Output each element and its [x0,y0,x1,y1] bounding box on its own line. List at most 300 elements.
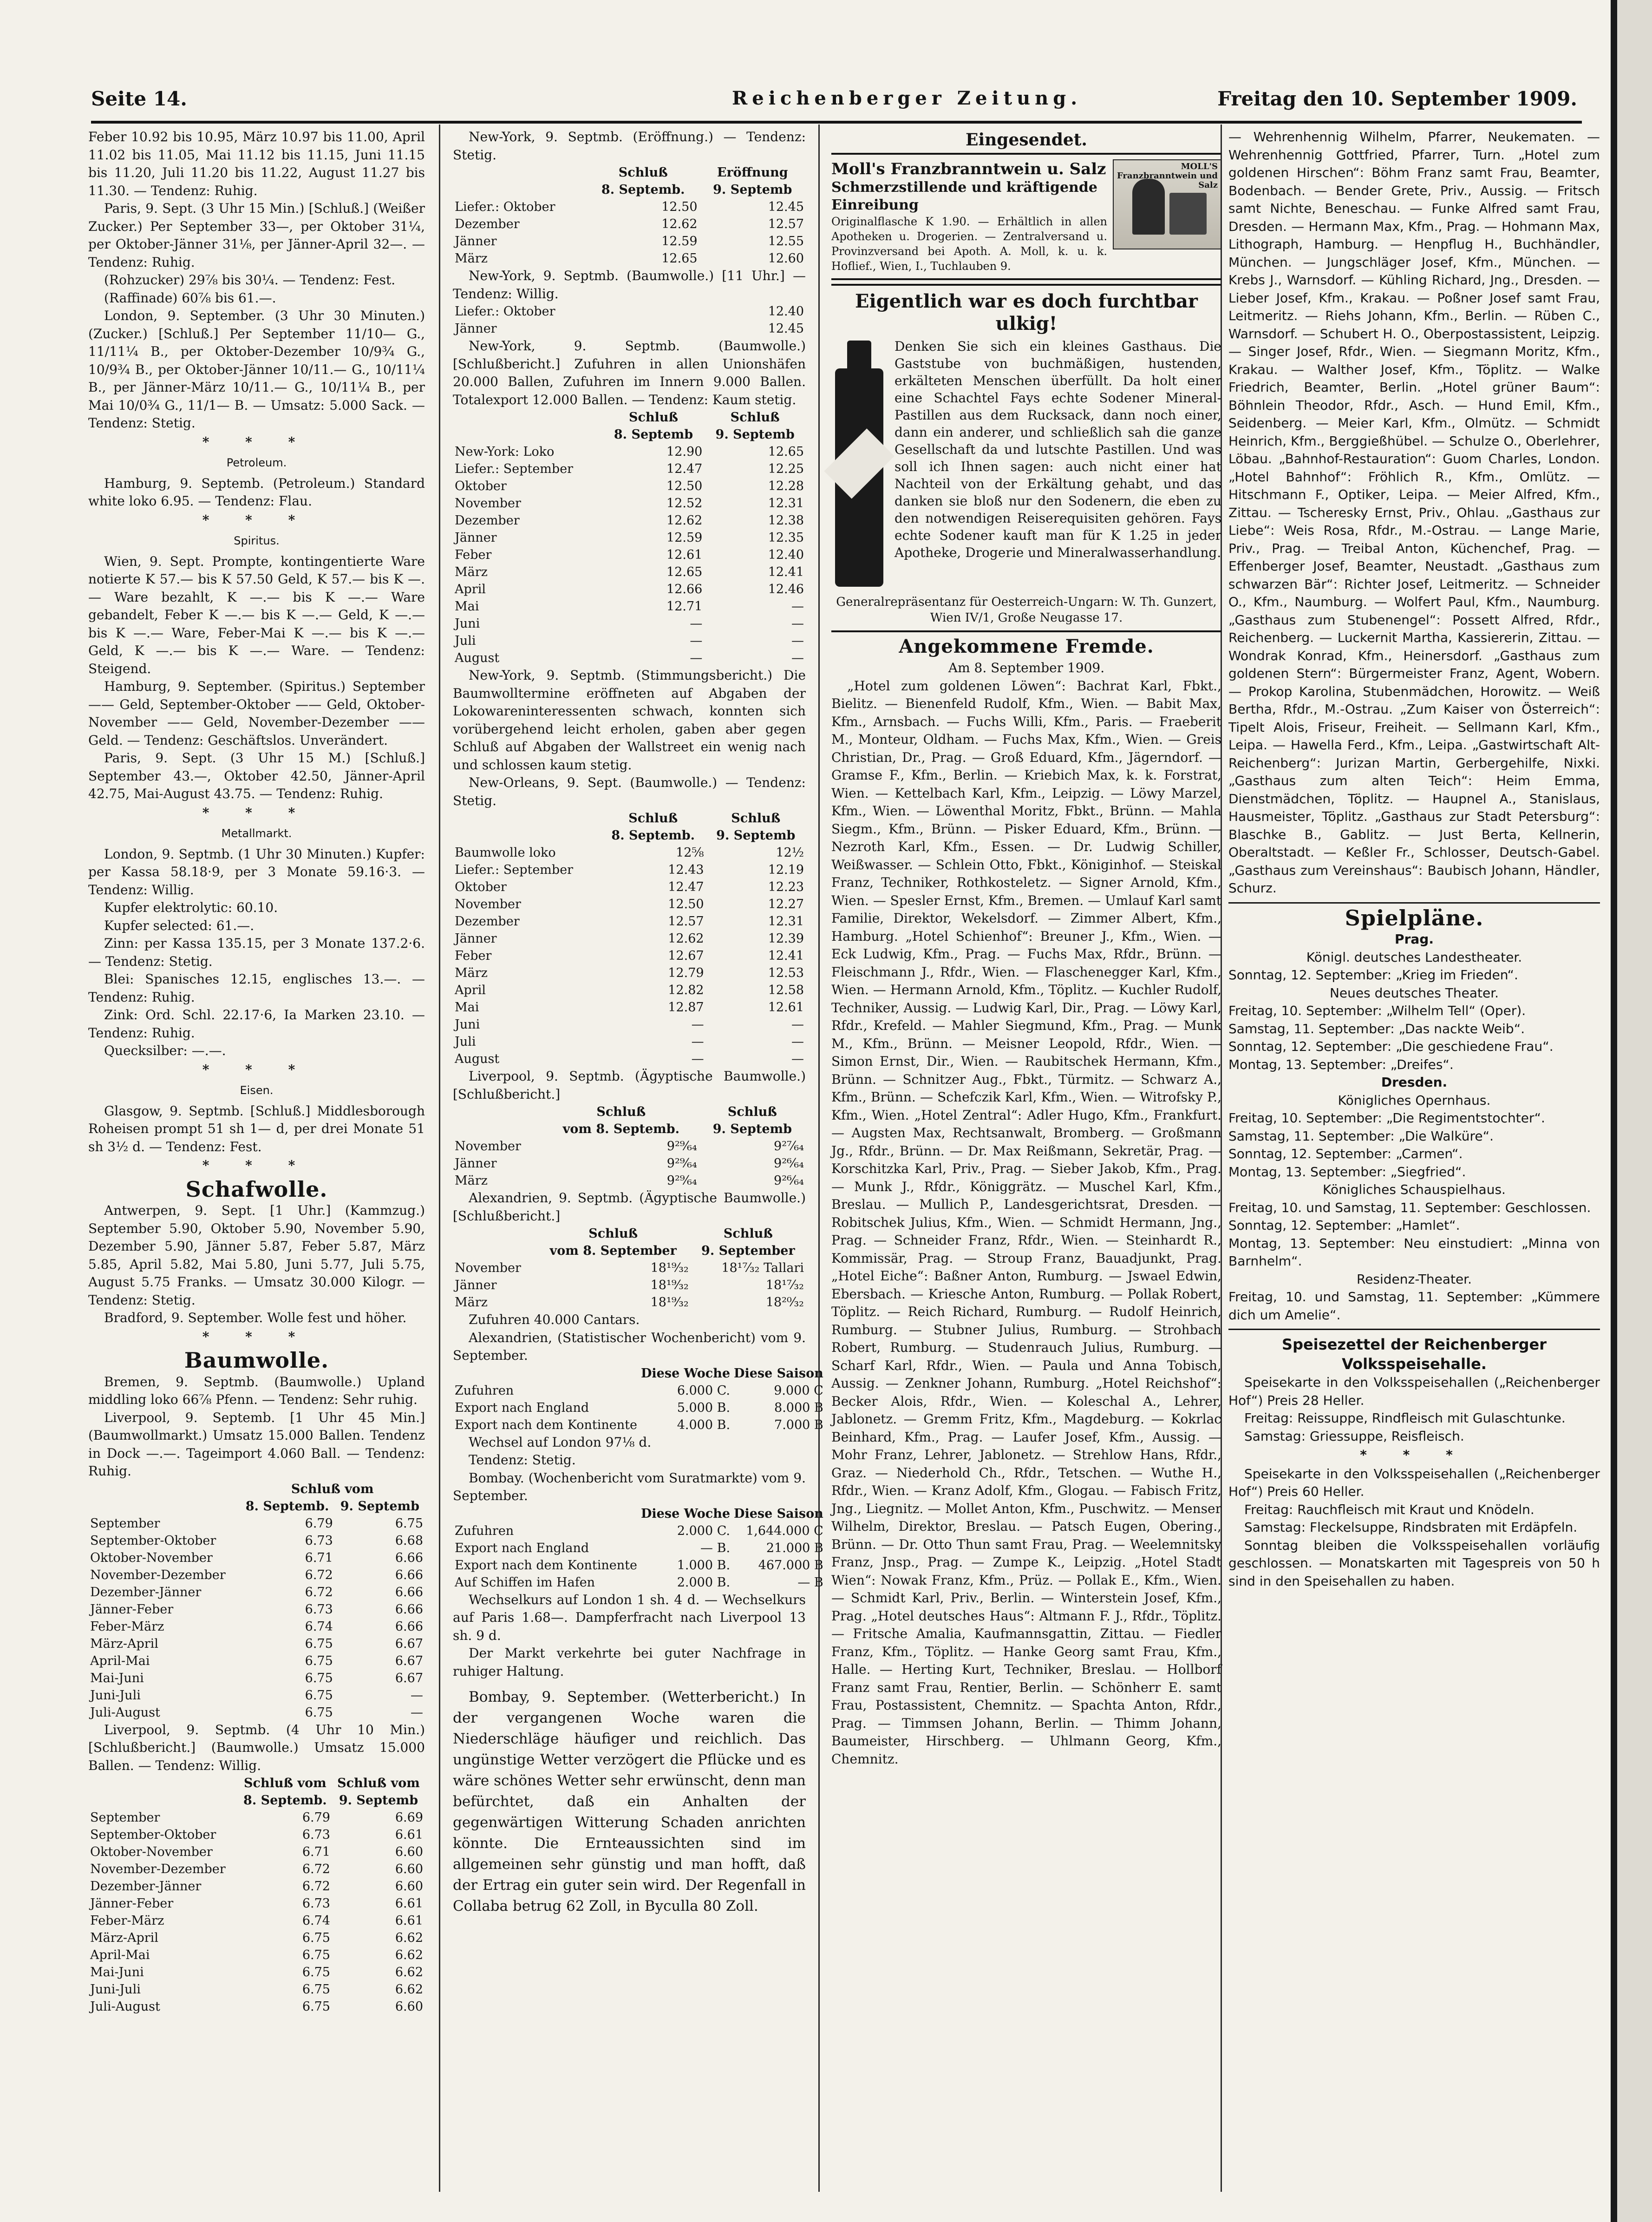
table-body [453,1522,825,1591]
table-row [453,478,806,495]
table-row [88,1895,425,1912]
row-value: 12.65 [661,251,698,266]
row-label: Mai [455,599,479,614]
row-value: 6.60 [395,1862,423,1876]
separator-stars: * * * [202,805,311,820]
bradford: Bradford, 9. September. Wolle fest und höher. [104,1310,407,1325]
row-label: Feber [455,548,492,562]
table-body [88,1809,425,2015]
table-header: 8. Septemb [614,427,693,442]
row-label: September-Oktober [90,1828,216,1842]
programme-line: Freitag, 10. September: „Die Regimentstochter“. [1228,1110,1545,1126]
residenz-heading: Residenz-Theater. [1356,1271,1472,1287]
row-value: 9.000 C [774,1383,823,1398]
row-value: 18¹⁷⁄₃₂ [765,1278,804,1292]
row-value: 1.000 B. [677,1558,731,1573]
row-label: Juli [455,1035,476,1049]
ny-table-3 [453,409,806,667]
table-row [88,1929,425,1947]
row-value: 6.72 [302,1862,330,1876]
row-value: 12.61 [666,548,703,562]
separator-stars: * * * [1360,1447,1469,1462]
rohzucker: (Rohzucker) 29⅞ bis 30¼. — Tendenz: Fest. [104,272,396,288]
ny-1: New-York, 9. Septmb. (Eröffnung.) — Tendenz: Stetig. [453,129,806,163]
table-header [453,1121,543,1138]
alexandrien-1: Alexandrien, 9. Septmb. (Ägyptische Baumwolle.) [Schlußbericht.] [453,1190,806,1224]
row-label: Oktober [455,479,507,493]
row-label: Mai-Juni [90,1965,144,1979]
row-label: April-Mai [90,1653,150,1668]
row-value: 6.79 [305,1516,333,1531]
table-header: Schluß [731,811,781,826]
row-label: November [455,1261,521,1275]
programme-line: Sonntag, 12. September: „Hamlet“. [1228,1218,1460,1233]
row-label: Dezember [455,513,520,528]
table-row [453,564,806,581]
table-row [453,546,806,564]
row-value: 18¹⁹⁄₃₂ [650,1261,689,1275]
row-value: 5.000 B. [677,1400,731,1415]
ny-table-1 [453,164,806,267]
glasgow: Glasgow, 9. Septmb. [Schluß.] Middlesborough Roheisen prompt 51 sh 1— d, per drei Monate 51 sh 3½ d. — Tendenz: Fest. [88,1103,425,1154]
row-value: 12½ [776,846,804,860]
row-value: 12.46 [768,582,804,596]
bombay-wechsel: Wechselkurs auf London 1 sh. 4 d. — Wechselkurs auf Paris 1.68—. Dampferfracht nach Liverpool 13 sh. 9 d. [453,1592,806,1643]
liverpool-3: Liverpool, 9. Septmb. (Ägyptische Baumwolle.) [Schlußbericht.] [453,1068,806,1102]
header-rule [91,121,1582,124]
row-label: New-York: Loko [455,445,555,459]
row-value: 6.61 [395,1828,423,1842]
table-header: Diese Saison [734,1506,823,1521]
quecksilber: Quecksilber: —.—. [104,1043,226,1058]
table-header [453,409,603,426]
row-value: 4.000 B. [677,1417,731,1432]
zinn: Zinn: per Kassa 135.15, per 3 Monate 137.2·6. — Tendenz: Stetig. [88,936,425,969]
row-value: 6.75 [302,1999,330,2014]
programme-line: Samstag, 11. September: „Das nackte Weib“. [1228,1021,1525,1036]
row-value: 6.69 [395,1810,423,1825]
row-value: 12.52 [666,496,703,511]
liverpool-table-1 [88,1481,425,1721]
table-header: 8. Septemb. [243,1793,327,1808]
spielplaene-heading: Spielpläne. [1345,905,1484,931]
table-body [453,1138,806,1189]
table-row [453,1259,806,1277]
row-value: — [791,634,804,648]
alexandrien-table-1 [453,1225,806,1311]
schafwolle-heading: Schafwolle. [185,1176,328,1202]
row-label: Zufuhren [455,1383,514,1398]
table-row [453,896,806,913]
table-row [453,529,806,546]
row-value: 12.59 [666,531,703,545]
petroleum-heading: Petroleum. [226,456,287,469]
table-row [453,1277,806,1294]
table-header [88,1481,240,1498]
row-label: März-April [90,1636,158,1651]
schauspielhaus-heading: Königliches Schauspielhaus. [1323,1182,1506,1197]
programme-line: Sonntag, 12. September: „Krieg im Frieden“. [1228,967,1518,983]
fremde-heading: Angekommene Fremde. [899,635,1154,657]
table-header [88,1498,240,1515]
ny-3: New-York, 9. Septmb. (Baumwolle.) [Schlußbericht.] Zufuhren in allen Unionshäfen 20.000 Ballen, Zufuhren im Innern 9.000 Ballen. Totalexport 12.000 Ballen. — Tendenz: Kaum stetig. [453,338,806,407]
programme-line: Sonntag, 12. September: „Carmen“. [1228,1146,1463,1161]
row-label: Liefer.: Oktober [455,200,555,214]
row-label: Jänner [455,321,497,336]
row-label: März-April [90,1931,158,1945]
row-value: 6.74 [302,1914,330,1928]
row-label: November-Dezember [90,1567,226,1582]
zucker-intro: Feber 10.92 bis 10.95, März 10.97 bis 11.00, April 11.02 bis 11.05, Mai 11.12 bis 11.15, Juni 11.15 bis 11.20, Juli 11.20 bis 11.22, August 11.27 bis 11.30. — Tendenz: Ruhig. [88,129,425,198]
row-value: — [691,1052,704,1066]
row-value: 12.27 [768,897,804,911]
moll-text: Originalflasche K 1.90. — Erhältlich in allen Apotheken u. Drogerien. — Zentralversand u. Provinzversand bei Apoth. A. Moll, k. u. k. Hoflief., Wien, I., Tuchlauben 9. [831,215,1107,273]
row-label: Export nach England [455,1400,589,1415]
row-label: August [455,651,500,665]
row-value: 12.40 [768,304,804,319]
row-label: Juli [455,634,476,648]
table-row [453,216,806,233]
table-body [453,1382,825,1434]
row-value: 12.58 [768,983,804,997]
fay-title: Eigentlich war es doch furchtbar ulkig! [855,290,1198,334]
moll-ad-illustration [1113,159,1221,249]
row-value: 6.75 [395,1516,423,1531]
table-row [453,581,806,598]
row-value: 12.71 [666,599,703,614]
row-label: Jänner [455,1156,497,1171]
row-value: 6.60 [395,1845,423,1859]
row-value: 6.62 [395,1965,423,1979]
separator-stars: * * * [202,1062,311,1077]
table-row [453,1574,825,1591]
row-label: Juli-August [90,1705,160,1720]
table-body [453,303,806,337]
table-row [453,878,806,896]
table-header: 9. Septemb [339,1793,418,1808]
table-row [453,512,806,529]
programme-line: Freitag, 10. und Samstag, 11. September: Geschlossen. [1228,1199,1591,1215]
row-value: 18¹⁹⁄₃₂ [650,1278,689,1292]
row-value: 12.53 [768,966,804,980]
london-metall: London, 9. Septmb. (1 Uhr 30 Minuten.) Kupfer: per Kassa 58.18·9, per 3 Monate 59.16·3. — Tendenz: Willig. [88,846,425,898]
row-label: Juni-Juli [90,1688,141,1703]
row-value: 6.72 [305,1585,333,1599]
table-row [88,1601,425,1618]
fay-advertisement [831,284,1221,632]
row-value: 12.45 [768,200,804,214]
row-value: 6.67 [395,1671,423,1685]
neues-theater-heading: Neues deutsches Theater. [1329,985,1499,1001]
table-row [453,1294,806,1311]
table-row [453,1033,806,1050]
table-row [88,1964,425,1981]
row-value: 6.60 [395,1999,423,2014]
row-value: — [690,651,703,665]
table-body [453,1259,806,1311]
row-label: September-Oktober [90,1533,216,1548]
row-value: 6.75 [305,1688,333,1703]
table-row [453,303,806,320]
row-value: 12.35 [768,531,804,545]
row-label: Jänner-Feber [90,1602,174,1617]
table-header: Schluß [588,1226,638,1241]
table-row [88,1704,425,1721]
row-value: 6.62 [395,1931,423,1945]
blei: Blei: Spanisches 12.15, englisches 13.—. — Tendenz: Ruhig. [88,971,425,1005]
row-value: — [690,616,703,631]
table-row [88,1618,425,1635]
row-label: Oktober-November [90,1550,213,1565]
row-value: 6.66 [395,1550,423,1565]
row-value: 12.43 [668,863,704,877]
row-value: — [691,1035,704,1049]
separator-stars: * * * [202,512,311,528]
row-value: 6.71 [305,1550,333,1565]
london-zucker: London, 9. September. (3 Uhr 30 Minuten.) (Zucker.) [Schluß.] Per September 11/10— G., 11/11¼ B., per Oktober-Dezember 10/9¾ G., 10/9¾ B., per Oktober-Jänner 10/11.— G., 10/11¼ B., per Jänner-März 10/11.— G., 10/11¼ B., per Mai 10/0¾ G., 11/1— B. — Umsatz: 5.000 Sack. — Tendenz: Stetig. [88,308,425,431]
row-value: 2.000 B. [677,1575,731,1590]
row-value: 6.62 [395,1948,423,1962]
row-value: 12.39 [768,931,804,946]
row-label: Oktober [455,880,507,894]
table-row [88,1981,425,1998]
row-value: 12.82 [668,983,704,997]
row-label: April [455,582,486,596]
row-value: 12.87 [668,1000,704,1015]
table-header: 9. Septemb [716,828,796,843]
row-label: Jänner [455,531,497,545]
row-value: 6.66 [395,1567,423,1582]
raffinade: (Raffinade) 60⅞ bis 61.—. [104,290,276,306]
row-value: 12.45 [768,321,804,336]
row-label: September [90,1516,160,1531]
row-value: 12.65 [768,445,804,459]
row-value: 6.66 [395,1619,423,1634]
row-label: Feber-März [90,1914,164,1928]
table-header: Diese Saison [734,1366,823,1381]
row-label: Liefer.: September [455,863,574,877]
table-header: 9. Septemb [713,183,792,197]
dresden-heading: Dresden. [1381,1075,1448,1090]
row-value: 6.68 [395,1533,423,1548]
table-row [88,1549,425,1567]
row-value: 18¹⁹⁄₃₂ [650,1295,689,1310]
row-value: 12.66 [666,582,703,596]
moll-pic-label: MOLL'S Franzbranntwein und Salz [1117,161,1218,190]
table-row [88,1878,425,1895]
liverpool-1: Liverpool, 9. Septemb. [1 Uhr 45 Min.] (Baumwollmarkt.) Umsatz 15.000 Ballen. Tendenz in Dock —.—. Tageimport 4.060 Ball. — Tendenz: Ruhig. [88,1409,425,1479]
fremde-list-continued: — Wehrenhennig Wilhelm, Pfarrer, Neukematen. — Wehrenhennig Gottfried, Pfarrer, Turn. „Hotel zum goldenen Hirschen“: Böhm Franz samt Frau, Beamter, Bodenbach. — Bender Grete, Priv., Aussig. — Fritsch samt Nichte, Beneschau. — Funke Alfred samt Frau, Dresden. — Hermann Max, Kfm., Prag. — Hohmann Max, Lithograph, Hamburg. — Henpflug H., Buchhändler, München. — Jungschläger Josef, Kfm., München. — Krebs J., Warnsdorf. — Kühling Richard, Jng., Dresden. — Lieber Josef, Kfm., Krakau. — Poßner Josef samt Frau, Leitmeritz. — Riehs Johann, Kfm., Berlin. — Rüben C., Warnsdorf. — Schubert H. O., Oberpostassistent, Leipzig. — Singer Josef, Rfdr., Wien. — Siegmann Moritz, Kfm., Krakau. — Walther Josef, Kfm., Töplitz. — Walke Friedrich, Beamter, Berlin. „Hotel grüner Baum“: Böhnlein Theodor, Rfdr., Asch. — Hund Emil, Kfm., Seidenberg. — Meier Karl, Kfm., Olmütz. — Schmidt Heinrich, Kfm., Berggießhübel. — Schulze O., Oberlehrer, Löbau. „Bahnhof-Restauration“: Guom Charles, London. „Hotel Bahnhof“: Fröhlich R., Kfm., Omlütz. — Hitschmann F., Optiker, Leipa. — Meier Alfred, Kfm., Zittau. — Tscheresky Ernst, Priv., Ohlau. „Gasthaus zur Liebe“: Weis Rosa, Rfdr., M.-Ostrau. — Lange Marie, Priv., Prag. — Treibal Anton, Küchenchef, Prag. — Effenberger Josef, Beamter, Neustadt. „Gasthaus zum schwarzen Bär“: Richter Josef, Leitmeritz. — Schneider O., Kfm., Naumburg. — Wolfert Paul, Kfm., Naumburg. „Gasthaus zum Stubenengel“: Possett Alfred, Rfdr., Reichenberg. — Luckernit Martha, Kassiererin, Zittau. — Wondrak Konrad, Kfm., Heinersdorf. „Gasthaus zum goldenen Stern“: Bürgermeister Franz, Agent, Wobern. — Prokop Karolina, Stubenmädchen, Horowitz. — Weiß Bertha, Rfdr., M.-Ostrau. „Zum Kaiser von Österreich“: Tipelt Alois, Friseur, Freiheit. — Sellmann Karl, Kfm., Leipa. — Hawella Ferd., Kfm., Leipa. „Gastwirtschaft Alt-Reichenberg“: Jurizan Martin, Gerbergehilfe, Nixki. „Gasthaus zum alten Teich“: Heim Emma, Dienstmädchen, Töplitz. — Haupnel A., Stanislaus, Hausmeister, Töplitz. „Gasthaus zur Stadt Petersburg“: Blaschke B., Gablitz. — Just Berta, Kellnerin, Oberaltstadt. — Keßler Fr., Schlosser, Deutsch-Gabel. „Gasthaus zum Vereinshaus“: Baubisch Johann, Händler, Schurz. [1228,129,1600,896]
row-label: Dezember-Jänner [90,1585,202,1599]
row-value: 6.73 [302,1896,330,1911]
row-value: — [791,651,804,665]
programme-line: Montag, 13. September: „Dreifes“. [1228,1056,1454,1072]
row-value: 12⅝ [676,846,704,860]
kupfer-selected: Kupfer selected: 61.—. [104,918,255,933]
row-value: — B. [700,1540,731,1555]
row-label: März [455,251,488,266]
table-header: vom 8. September [549,1244,677,1258]
paris-spiritus: Paris, 9. Sept. (3 Uhr 15 M.) [Schluß.] September 43.—, Oktober 42.50, Jänner-April 42.75, Mai-August 43.75. — Tendenz: Ruhig. [88,750,425,801]
table-row [453,632,806,649]
fay-text: Denken Sie sich ein kleines Gasthaus. Die Gaststube von buchmäßigen, hustenden, erkälteten Menschen überfüllt. Da holt einer eine Schachtel Fays echte Sodener Mineral-Pastillen aus dem Rucksack, dann noch einer, dann ein anderer, und schließlich sah die ganze Gesellschaft da und lutschte Pastillen. Und was soll ich Ihnen sagen: auch nicht einer hat Nachteil von der Erkältung gehabt, und das danken sie bloß nur den Sodenern, die eben zu den notwendigen Reiserequisiten gehören. Fays echte Sodener kauft man für K 1.25 in jeder Apotheke, Drogerie und Mineralwasserhandlung. [895,338,1221,560]
row-label: Export nach dem Kontinente [455,1558,638,1573]
row-value: 18²⁰⁄₃₂ [765,1295,804,1310]
table-row [453,1522,825,1540]
table-row [88,1635,425,1652]
row-value: 12.61 [768,1000,804,1015]
table-row [453,1540,825,1557]
speisekarte-2-freitag: Freitag: Rauchfleisch mit Kraut und Knödeln. [1244,1501,1534,1517]
row-value: 6.75 [305,1653,333,1668]
bombay-markt: Der Markt verkehrte bei guter Nachfrage in ruhiger Haltung. [453,1645,806,1679]
alexandrien-zufuhr: Zufuhren 40.000 Cantars. [469,1312,640,1327]
metall-heading: Metallmarkt. [221,827,292,840]
row-value: 12.41 [768,949,804,963]
row-value: 12.47 [668,880,704,894]
table-body [453,844,806,1068]
table-header: vom 8. Septemb. [562,1122,679,1136]
table-row [453,1138,806,1155]
row-label: Jänner [455,931,497,946]
landestheater-heading: Königl. deutsches Landestheater. [1306,949,1522,965]
alexandrien-2: Alexandrien, (Statistischer Wochenbericht) vom 9. September. [453,1330,806,1363]
row-label: März [455,1295,488,1310]
row-value: 12.28 [768,479,804,493]
row-label: März [455,565,488,579]
row-label: Liefer.: September [455,462,574,476]
table-header [453,426,603,443]
table-row [88,1652,425,1670]
row-label: Auf Schiffen im Hafen [455,1575,595,1590]
table-row [88,1826,425,1843]
wien-spiritus: Wien, 9. Sept. Prompte, kontingentierte Ware notierte K 57.— bis K 57.50 Geld, K 57.— bis K —.— Ware bezahlt, K —.— bis K —.— Ware gebandelt, Feber K —.— bis K —.— Geld, K —.— bis K —.— Ware, Feber-Mai K —.— bis K —.— Geld, K —.— bis K —.— Ware. — Tendenz: Steigend. [88,553,425,676]
moll-subtitle: Schmerzstillende und kräftigende Einreibung [831,179,1097,213]
row-value: 12.60 [768,251,804,266]
table-row [453,913,806,930]
row-value: 6.71 [302,1845,330,1859]
row-value: — [691,1017,704,1032]
row-label: Dezember [455,217,520,231]
row-value: — [690,634,703,648]
row-label: Dezember-Jänner [90,1879,202,1894]
row-label: November [455,496,521,511]
table-body [88,1515,425,1721]
table-row [453,443,806,460]
new-orleans: New-Orleans, 9. Sept. (Baumwolle.) — Tendenz: Stetig. [453,775,806,808]
row-value: 1,644.000 C [746,1523,823,1538]
row-label: Juli-August [90,1999,160,2014]
row-value: 6.000 C. [677,1383,731,1398]
table-header: 9. Septemb [715,427,795,442]
hamburg-petroleum: Hamburg, 9. Septemb. (Petroleum.) Standard white loko 6.95. — Tendenz: Flau. [88,475,425,509]
table-header: 9. Septemb [712,1122,792,1136]
table-row [88,1687,425,1704]
row-label: Feber [455,949,492,963]
table-row [453,198,806,216]
fremde-list: „Hotel zum goldenen Löwen“: Bachrat Karl, Fbkt., Bielitz. — Bienenfeld Rudolf, Kfm., Wien. — Babit Max, Kfm., Arnsbach. — Fuchs Willi, Kfm., Paris. — Fraeberit M., Monteur, Oldham. — Fuchs Max, Kfm., Wien. — Greis Christian, Dr., Prag. — Groß Eduard, Kfm., Jägerndorf. — Gramse F., Kfm., Berlin. — Kriebich Max, k. k. Forstrat, Wien. — Kettelbach Karl, Kfm., Leipzig. — Löwy Marzel, Kfm., Wien. — Löwenthal Moritz, Fbkt., Brünn. — Mahla Siegm., Kfm., Brünn. — Pisker Eduard, Kfm., Brünn. — Nezroth Karl, Kfm., Essen. — Dr. Ludwig Schiller, Weißwasser. — Schlein Otto, Fbkt., Königinhof. — Steiskal Franz, Techniker, Rothkosteletz. — Signer Arnold, Kfm., Wien. — Spesler Ernst, Kfm., Bremen. — Umlauf Karl samt Familie, Direktor, Wekelsdorf. — Zimmer Albert, Kfm., Hamburg. „Hotel Schienhof“: Breuner J., Kfm., Wien. — Eck Ludwig, Kfm., Prag. — Fuchs Max, Rfdr., Brünn. — Fleischmann J., Rfdr., Wien. — Flaschenegger Karl, Kfm., Wien. — Hermann Arnold, Kfm., Töplitz. — Kuchler Rudolf, Techniker, Aussig. — Ludwig Karl, Dir., Prag. — Löwy Karl, Rfdr., Krefeld. — Mahler Siegmund, Kfm., Prag. — Munk M., Kfm., Brünn. — Meisner Leopold, Rfdr., Wien. — Simon Ernst, Dir., Wien. — Raubitschek Hermann, Kfm., Brünn. — Schnitzer Aug., Fbkt., Türmitz. — Schwarz A., Kfm., Brünn. — Schefczik Karl, Kfm., Wien. — Witrofsky P., Kfm., Wien. „Hotel Zentral“: Adler Hugo, Kfm., Frankfurt. — Augsten Max, Rechtsanwalt, Bromberg. — Großmann Jg., Rfdr., Brünn. — Dr. Max Reißmann, Sekretär, Prag. — Korschitzka Karl, Priv., Prag. — Sieber Jakob, Kfm., Prag. — Munk J., Rfdr., Königgrätz. — Muschel Karl, Kfm., Breslau. — Mullich P., Landesgerichtsrat, Dresden. — Robitschek Julius, Kfm., Wien. — Schmidt Hermann, Jng., Prag. — Schneider Franz, Rfdr., Wien. — Steinhardt R., Kommissär, Prag. — Stroup Franz, Bauadjunkt, Prag. „Hotel Eiche“: Baßner Anton, Rumburg. — Jswael Edwin, Ebersbach. — Kriesche Anton, Rumburg. — Pollak Robert, Töplitz. — Reich Richard, Rumburg. — Rudolf Heinrich, Rumburg. — Stubner Julius, Rumburg. — Strohbach Robert, Rumburg. — Studenrauch Julius, Rumburg. — Scharf Karl, Rfdr., Wien. — Paula und Anna Tobisch, Aussig. — Zenkner Johann, Rumburg. „Hotel Reichshof“: Becker Alois, Rfdr., Wien. — Koleschal A., Lehrer, Jablonetz. — Gremm Fritz, Kfm., Magdeburg. — Kokrlac Beinhard, Kfm., Prag. — Laufer Josef, Kfm., Aussig. — Mohr Franz, Lehrer, Jablonetz. — Strehlow Hans, Rfdr., Graz. — Niederhold Ch., Rfdr., Tetschen. — Wuthe H., Rfdr., Wien. — Kranz Adolf, Kfm., Glogau. — Fabisch Fritz, Jng., Liegnitz. — Mollet Anton, Kfm., Puschwitz. — Menser Wilhelm, Direktor, Breslau. — Patsch Eugen, Obering., Brünn. — Dr. Otto Thun samt Frau, Prag. — Weelemnitsky Franz, Jnsp., Prag. — Zumpe K., Leipzig. „Hotel Stadt Wien“: Nowak Franz, Kfm., Prüz. — Pollak E., Kfm., Wien. — Schmidt Karl, Priv., Berlin. — Winterstein Josef, Kfm., Prag. „Hotel deutsches Haus“: Altmann F. J., Rfdr., Töplitz. — Fritsche Amalia, Kaufmannsgattin, Zittau. — Fiedler Franz, Kfm., Töplitz. — Hanke Georg samt Frau, Kfm., Halle. — Herting Kurt, Techniker, Breslau. — Hollborf Franz samt Frau, Rentier, Berlin. — Schönherr E. samt Frau, Postassistent, Chemnitz. — Spachta Anton, Rfdr., Prag. — Timmsen Johann, Berlin. — Thimm Johann, Baumeister, Hirschberg. — Uhlmann Georg, Kfm., Chemnitz. [831,678,1221,1767]
row-label: Zufuhren [455,1523,514,1538]
row-value: 8.000 B [774,1400,823,1415]
row-label: Juni [455,1017,480,1032]
table-row [88,1515,425,1532]
column-rule [818,125,820,2192]
row-label: Feber-März [90,1619,164,1634]
row-label: Jänner [455,1278,497,1292]
bombay-1: Bombay. (Wochenbericht vom Suratmarkte) vom 9. September. [453,1470,806,1503]
liverpool-2: Liverpool, 9. Septmb. (4 Uhr 10 Min.) [Schlußbericht.] (Baumwolle.) Umsatz 15.000 Ballen. — Tendenz: Willig. [88,1722,425,1773]
row-label: März [455,966,488,980]
alexandrien-tendenz: Tendenz: Stetig. [469,1452,576,1468]
row-value: 12.23 [768,880,804,894]
programme-line: Freitag, 10. und Samstag, 11. September: „Kümmere dich um Amelie“. [1228,1289,1600,1323]
row-value: 12.65 [666,565,703,579]
row-label: April [455,983,486,997]
programme-line: Samstag, 11. September: „Die Walküre“. [1228,1128,1494,1144]
row-value: — [791,1017,804,1032]
table-row [88,1670,425,1687]
row-value: 12.57 [668,914,704,929]
antwerpen: Antwerpen, 9. Sept. [1 Uhr.] (Kammzug.) September 5.90, Oktober 5.90, November 5.90, Dezember 5.90, Jänner 5.87, Feber 5.87, März 5.85, April 5.82, Mai 5.80, Juni 5.77, Juli 5.75, August 5.75 Franks. — Umsatz 30.000 Kilogr. — Tendenz: Stetig. [88,1203,425,1308]
table-row [453,1382,825,1399]
row-label: November [455,897,521,911]
spiritus-heading: Spiritus. [234,534,280,547]
row-value: 12.38 [768,513,804,528]
table-row [453,1155,806,1172]
table-row [453,320,806,337]
row-value: 9²⁶⁄₆₄ [774,1156,804,1171]
alexandrien-table-2 [453,1365,825,1434]
table-row [88,1912,425,1929]
table-header [453,181,587,198]
table-row [88,1998,425,2015]
table-header [88,1792,238,1809]
table-header [453,164,587,181]
row-label: Dezember [455,914,520,929]
table-header [453,810,601,827]
table-header [453,827,601,844]
table-header: Diese Woche [641,1506,731,1521]
row-value: 9²⁹⁄₆₄ [666,1156,697,1171]
row-value: 6.73 [302,1828,330,1842]
table-row [453,982,806,999]
table-row [88,1532,425,1549]
row-value: — [791,599,804,614]
table-header: Schluß [723,1226,773,1241]
table-header: Schluß [596,1105,646,1119]
table-header: Schluß [618,165,668,180]
speisehalle-note: Sonntag bleiben die Volksspeisehallen vorläufig geschlossen. — Monatskarten mit Tagespreis von 50 h sind in den Speisehallen zu haben. [1228,1537,1600,1589]
speisekarte-2: Speisekarte in den Volksspeisehallen („Reichenberger Hof“) Preis 60 Heller. [1228,1466,1600,1499]
column-2 [453,128,823,2191]
row-value: — [791,616,804,631]
row-label: März [455,1173,488,1188]
row-value: 6.75 [302,1982,330,1997]
programme-line: Montag, 13. September: Neu einstudiert: „Minna von Barnhelm“. [1228,1235,1600,1269]
table-row [88,1567,425,1584]
row-value: 7.000 B [774,1417,823,1432]
row-value: 6.72 [302,1879,330,1894]
fay-generalvertretung: Generalrepräsentanz für Oesterreich-Ungarn: W. Th. Gunzert, Wien IV/1, Große Neugasse 17. [836,595,1217,625]
fremde-date: Am 8. September 1909. [948,660,1105,675]
table-header: Eröffnung [717,165,788,180]
row-value: 6.74 [305,1619,333,1634]
row-label: April-Mai [90,1948,150,1962]
table-row [453,615,806,632]
row-value: 12.90 [666,445,703,459]
row-value: 9²⁶⁄₆₄ [774,1173,804,1188]
row-label: September [90,1810,160,1825]
